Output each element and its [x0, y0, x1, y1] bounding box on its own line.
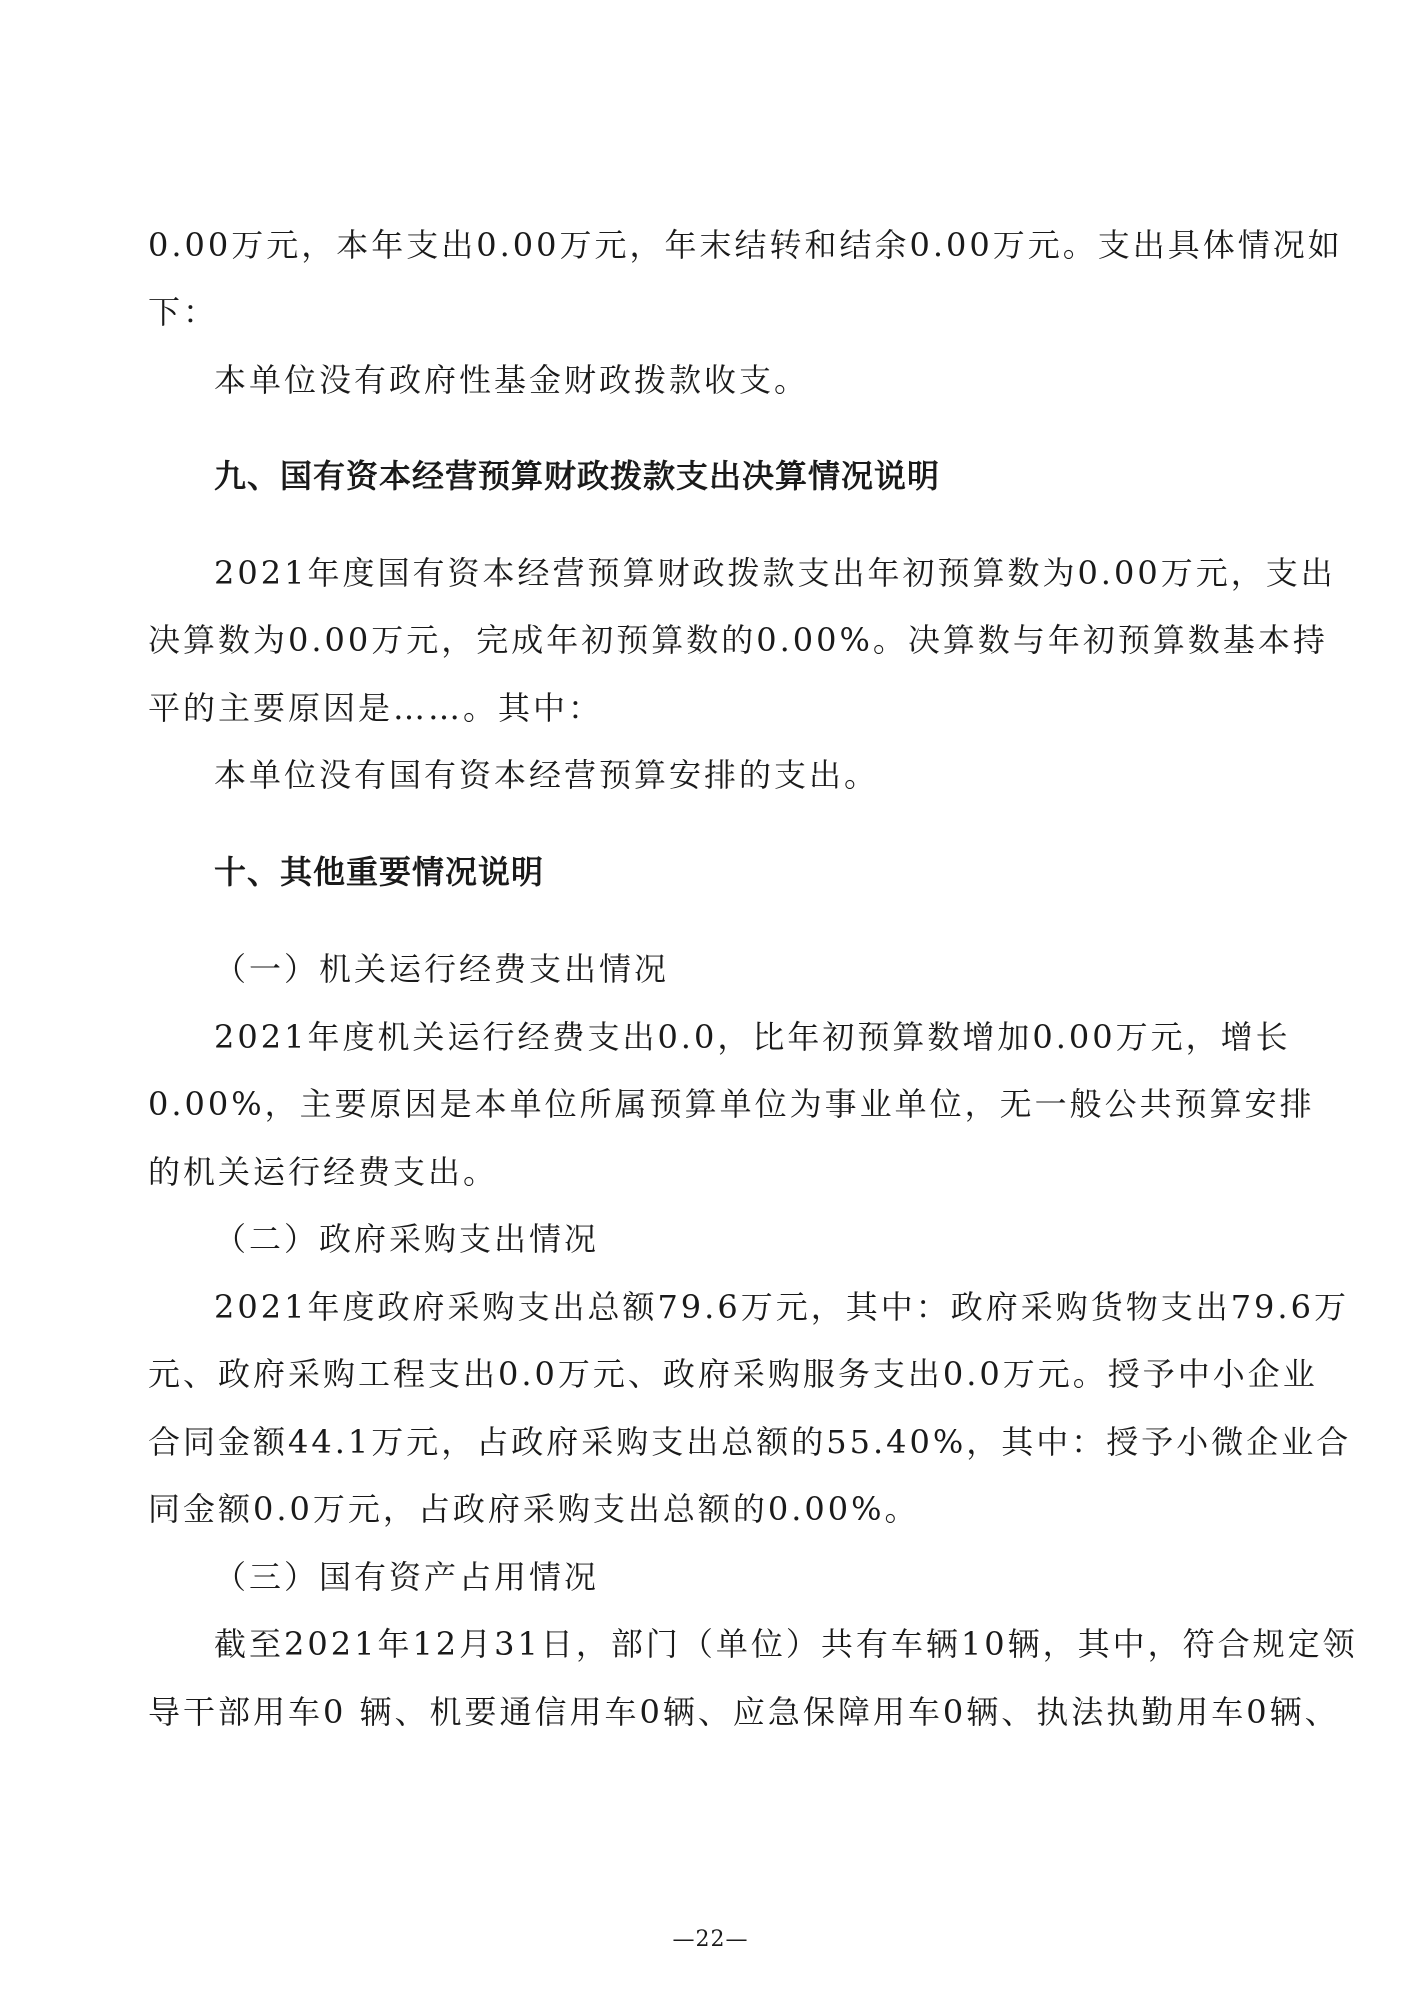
paragraph-line: 2021年度机关运行经费支出0.0，比年初预算数增加0.00万元，增长 — [214, 1018, 1291, 1056]
paragraph-line: 元、政府采购工程支出0.0万元、政府采购服务支出0.0万元。授予中小企业 — [148, 1355, 1318, 1393]
paragraph-line: 本单位没有国有资本经营预算安排的支出。 — [214, 756, 880, 794]
subsection-heading-1: （一）机关运行经费支出情况 — [214, 950, 670, 988]
subsection-heading-3: （三）国有资产占用情况 — [214, 1558, 600, 1596]
paragraph-line: 0.00万元，本年支出0.00万元，年末结转和结余0.00万元。支出具体情况如 — [148, 226, 1343, 264]
paragraph-line: 0.00%，主要原因是本单位所属预算单位为事业单位，无一般公共预算安排 — [148, 1085, 1315, 1123]
paragraph-line: 截至2021年12月31日，部门（单位）共有车辆10辆，其中，符合规定领 — [214, 1625, 1358, 1663]
paragraph-line: 2021年度政府采购支出总额79.6万元，其中：政府采购货物支出79.6万 — [214, 1288, 1349, 1326]
paragraph-line: 的机关运行经费支出。 — [148, 1153, 499, 1191]
paragraph-line: 合同金额44.1万元，占政府采购支出总额的55.40%，其中：授予小微企业合 — [148, 1423, 1352, 1461]
paragraph-line: 本单位没有政府性基金财政拨款收支。 — [214, 361, 810, 399]
paragraph-line: 同金额0.0万元，占政府采购支出总额的0.00%。 — [148, 1490, 920, 1528]
section-heading-10: 十、其他重要情况说明 — [214, 853, 545, 891]
paragraph-line: 平的主要原因是……。其中： — [148, 689, 604, 727]
page-number: —22— — [672, 1927, 749, 1952]
subsection-heading-2: （二）政府采购支出情况 — [214, 1220, 600, 1258]
paragraph-line: 下： — [148, 293, 219, 331]
paragraph-line: 2021年度国有资本经营预算财政拨款支出年初预算数为0.00万元，支出 — [214, 554, 1336, 592]
paragraph-line: 决算数为0.00万元，完成年初预算数的0.00%。决算数与年初预算数基本持 — [148, 621, 1328, 659]
section-heading-9: 九、国有资本经营预算财政拨款支出决算情况说明 — [214, 457, 941, 495]
paragraph-line: 导干部用车0 辆、机要通信用车0辆、应急保障用车0辆、执法执勤用车0辆、 — [148, 1693, 1340, 1731]
